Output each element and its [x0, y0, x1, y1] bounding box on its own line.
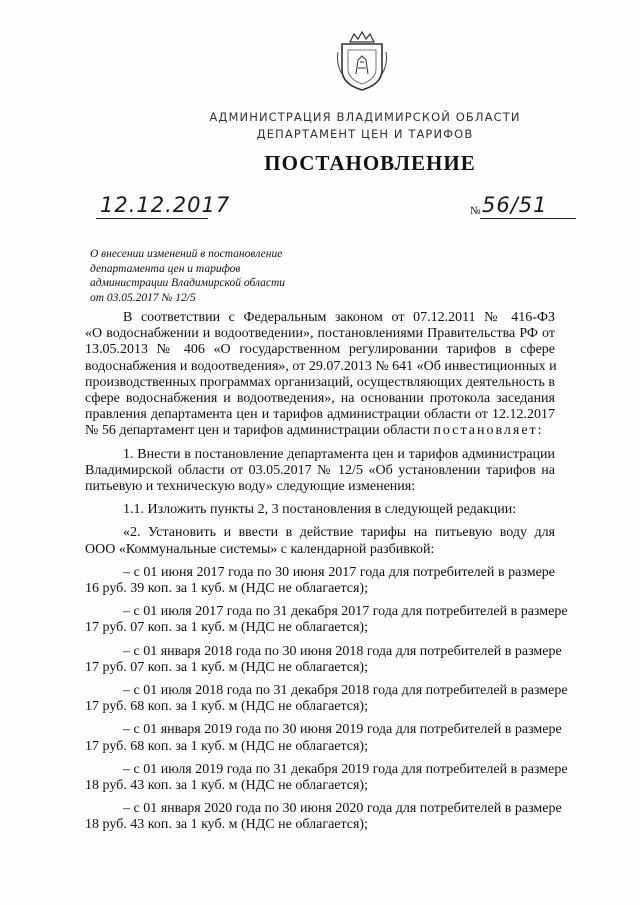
preamble-line	[85, 423, 555, 439]
item1-line: питьевую и техническую воду» следующие изменения:	[85, 479, 416, 495]
tariff-line: – с 01 июля 2019 года по 31 декабря 2019 года для потребителей в размере	[123, 761, 568, 777]
item2-line: ООО «Коммунальные системы» с календарной разбивкой:	[85, 541, 435, 557]
tariff-line: 17 руб. 68 коп. за 1 куб. м (НДС не облагается);	[85, 699, 368, 715]
tariff-line: – с 01 июня 2017 года по 30 июня 2017 года для потребителей в размере	[123, 564, 555, 580]
document-number: 56/51	[482, 193, 548, 217]
tariff-line: – с 01 января 2019 года по 30 июня 2019 года для потребителей в размере	[123, 722, 562, 738]
issuer-line-2: ДЕПАРТАМЕНТ ЦЕН И ТАРИФОВ	[256, 127, 474, 141]
preamble-line: водоснабжения и водоотведения», от 29.07.2013 № 641 «Об инвестиционных и	[85, 358, 557, 374]
preamble-line: В соответствии с Федеральным законом от 07.12.2011 № 416-ФЗ	[123, 310, 555, 325]
subject-line: департамента цен и тарифов	[90, 262, 241, 275]
subject-line: от 03.05.2017 № 12/5	[90, 291, 196, 304]
body-text	[85, 310, 568, 834]
tariff-line: 17 руб. 07 коп. за 1 куб. м (НДС не облагается);	[85, 659, 368, 675]
tariff-line: – с 01 января 2020 года по 30 июня 2020 года для потребителей в размере	[123, 801, 562, 817]
tariff-line: – с 01 июля 2017 года по 31 декабря 2017 года для потребителей в размере	[123, 604, 568, 620]
subject-block	[90, 247, 340, 305]
subject-line: О внесении изменений в постановление	[90, 248, 283, 260]
preamble-tail: № 56 департамент цен и тарифов администрации области	[85, 423, 434, 439]
preamble-line: производственных программах организаций, осуществляющих деятельность в	[85, 374, 555, 390]
tariff-line: 18 руб. 43 коп. за 1 куб. м (НДС не облагается);	[85, 778, 368, 794]
item1-1-line: 1.1. Изложить пункты 2, 3 постановления в следующей редакции:	[123, 502, 517, 518]
date-underline	[96, 218, 208, 219]
preamble-line: 13.05.2013 № 406 «О государственном регулировании тарифов в сфере	[85, 342, 555, 358]
number-sign: №	[470, 205, 481, 217]
issuer-line-1: АДМИНИСТРАЦИЯ ВЛАДИМИРСКОЙ ОБЛАСТИ	[209, 110, 521, 124]
tariff-line: 18 руб. 43 коп. за 1 куб. м (НДС не облагается);	[85, 817, 368, 833]
tariff-line: 16 руб. 39 коп. за 1 куб. м (НДС не облагается);	[85, 581, 368, 597]
tariff-line: 17 руб. 68 коп. за 1 куб. м (НДС не облагается);	[85, 738, 368, 754]
coat-of-arms-emblem	[336, 30, 388, 92]
preamble-line: сфере водоснабжения и водоотведения», на основании протокола заседания	[85, 391, 555, 407]
document-title: ПОСТАНОВЛЕНИЕ	[264, 151, 476, 175]
tariff-line: – с 01 июля 2018 года по 31 декабря 2018 года для потребителей в размере	[123, 683, 568, 699]
preamble-line: правления департамента цен и тарифов администрации области от 12.12.2017	[85, 407, 555, 423]
document-date: 12.12.2017	[100, 193, 231, 217]
item1-line: 1. Внести в постановление департамента цен и тарифов администрации	[123, 446, 555, 462]
tariff-line: 17 руб. 07 коп. за 1 куб. м (НДС не облагается);	[85, 620, 368, 636]
item2-line: «2. Установить и ввести в действие тарифы на питьевую воду для	[123, 525, 555, 541]
item1-line: Владимирской области от 03.05.2017 № 12/5 «Об установлении тарифов на	[85, 462, 555, 478]
subject-line: администрации Владимирской области	[90, 277, 286, 289]
preamble-line: «О водоснабжении и водоотведении», постановлениями Правительства РФ от	[85, 326, 555, 342]
tariff-line: – с 01 января 2018 года по 30 июня 2018 года для потребителей в размере	[123, 643, 562, 659]
number-underline	[480, 218, 576, 219]
preamble-verb: постановляет:	[433, 423, 544, 439]
